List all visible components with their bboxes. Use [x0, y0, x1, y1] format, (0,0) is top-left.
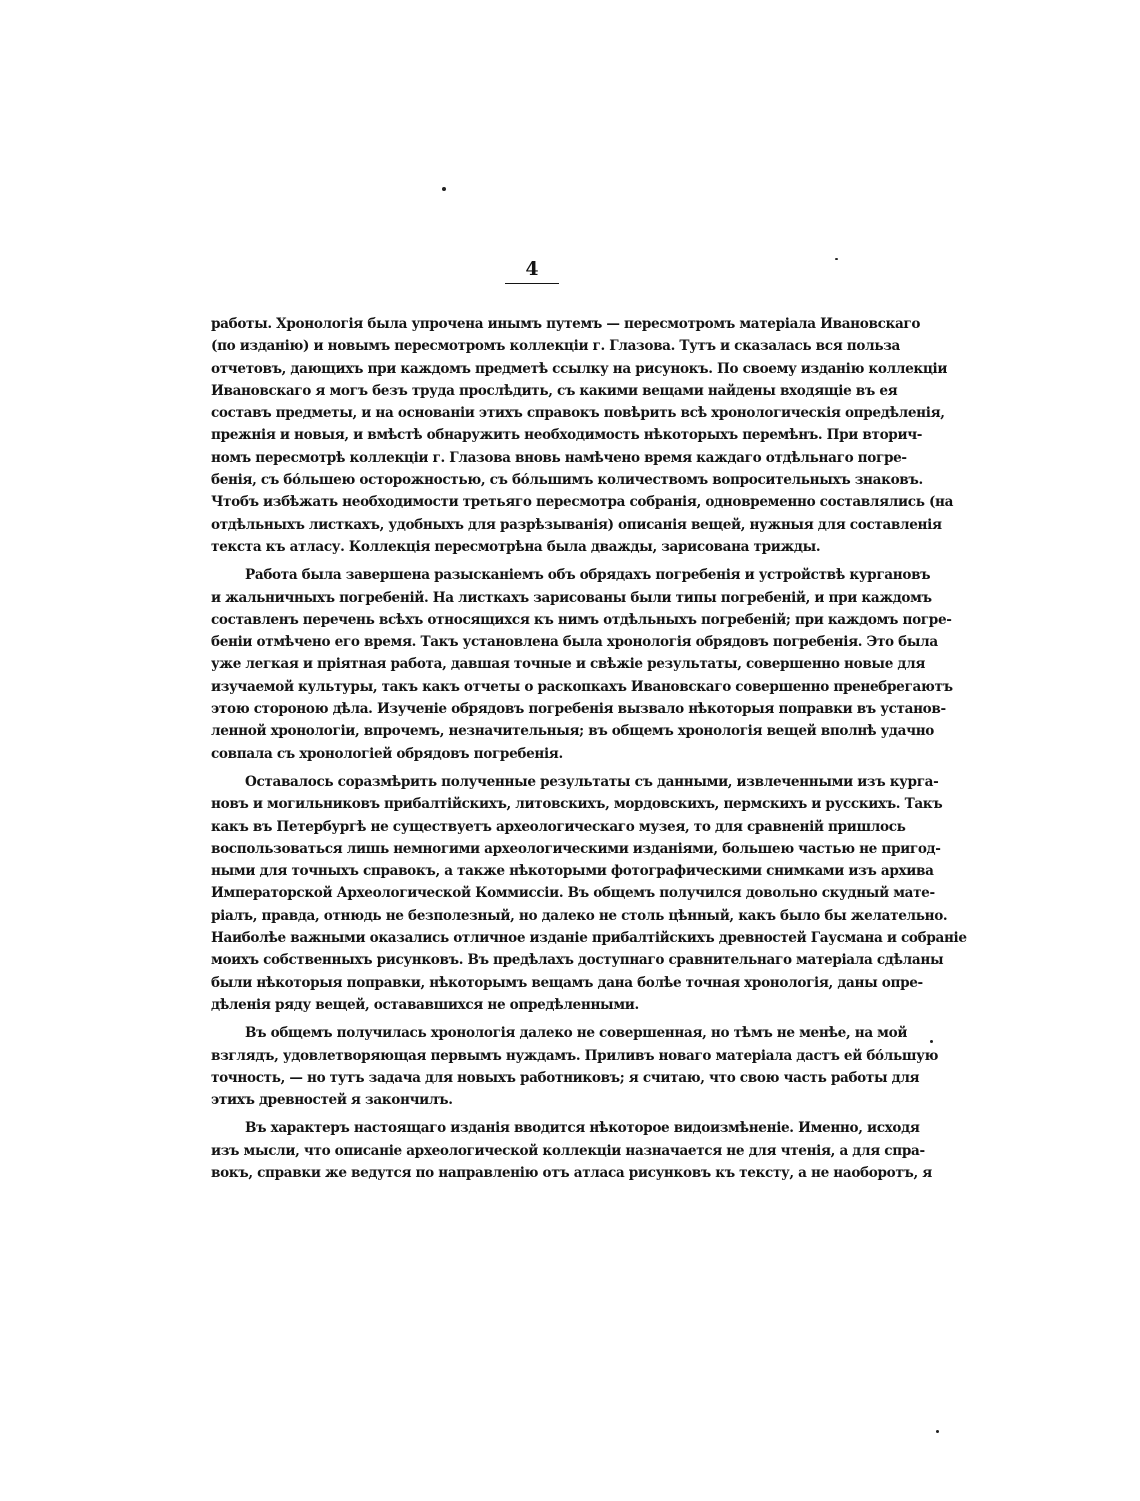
- text-line: Въ общемъ получилась хронологія далеко не совершенная, но тѣмъ не менѣе, на мой: [245, 1025, 908, 1042]
- page-number: 4: [505, 258, 559, 284]
- text-line: совпала съ хронологіей обрядовъ погребенія.: [211, 745, 563, 762]
- text-line: были нѣкоторыя поправки, нѣкоторымъ вещамъ дана болѣе точная хронологія, даны опре-: [211, 974, 923, 991]
- text-line: воспользоваться лишь немногими археологическими изданіями, большею частью не пригод-: [211, 840, 941, 857]
- text-line: этихъ древностей я закончилъ.: [211, 1092, 453, 1109]
- text-line: изучаемой культуры, такъ какъ отчеты о раскопкахъ Ивановскаго совершенно пренебрегаютъ: [211, 678, 953, 695]
- text-line: точность, — но тутъ задача для новыхъ работниковъ; я считаю, что свою часть работы для: [211, 1069, 920, 1086]
- text-line: Императорской Археологической Коммиссіи. Въ общемъ получился довольно скудный мате-: [211, 885, 935, 902]
- text-line: составъ предметы, и на основаніи этихъ справокъ повѣрить всѣ хронологическія опредѣленія,: [211, 405, 945, 422]
- text-line: изъ мысли, что описаніе археологической коллекціи назначается не для чтенія, а для спра-: [211, 1142, 925, 1159]
- text-line: Ивановскаго я могъ безъ труда прослѣдить, съ какими вещами найдены входящіе въ ея: [211, 382, 898, 399]
- text-line: и жальничныхъ погребеній. На листкахъ зарисованы были типы погребеній, и при каждомъ: [211, 589, 932, 606]
- text-line: ленной хронологіи, впрочемъ, незначительныя; въ общемъ хронологія вещей вполнѣ удачно: [211, 723, 935, 740]
- print-speck: [442, 187, 446, 191]
- text-line: моихъ собственныхъ рисунковъ. Въ предѣлахъ доступнаго сравнительнаго матеріала сдѣланы: [211, 952, 944, 969]
- text-line: Въ характеръ настоящаго изданія вводится нѣкоторое видоизмѣненіе. Именно, исходя: [245, 1120, 920, 1137]
- text-line: прежнія и новыя, и вмѣстѣ обнаружить необходимость нѣкоторыхъ перемѣнъ. При вторич-: [211, 427, 923, 444]
- text-line: номъ пересмотрѣ коллекціи г. Глазова вновь намѣчено время каждаго отдѣльнаго погре-: [211, 449, 907, 466]
- text-line: составленъ перечень всѣхъ относящихся къ нимъ отдѣльныхъ погребеній; при каждомъ погре-: [211, 611, 952, 628]
- paragraph: [211, 1022, 939, 1111]
- text-line: этою стороною дѣла. Изученіе обрядовъ погребенія вызвало нѣкоторыя поправки въ установ-: [211, 701, 946, 718]
- text-line: Наиболѣе важными оказались отличное изданіе прибалтійскихъ древностей Гаусмана и собраніе: [211, 930, 967, 947]
- paragraph: [211, 1117, 932, 1184]
- text-line: уже легкая и пріятная работа, давшая точные и свѣжіе результаты, совершенно новые для: [211, 656, 926, 673]
- paragraph: [211, 313, 954, 558]
- print-speck: [930, 1040, 933, 1043]
- text-line: какъ въ Петербургѣ не существуетъ археологическаго музея, то для сравненій пришлось: [211, 818, 906, 835]
- text-line: ріалъ, правда, отнюдь не безполезный, но далеко не столь цѣнный, какъ было бы желательно.: [211, 907, 948, 924]
- paragraph: [211, 564, 953, 765]
- text-line: бенія, съ бо́льшею осторожностью, съ бо́льшимъ количествомъ вопросительныхъ знаковъ.: [211, 472, 923, 489]
- text-line: Работа была завершена разысканіемъ объ обрядахъ погребенія и устройствѣ кургановъ: [245, 567, 931, 584]
- text-line: вокъ, справки же ведутся по направленію отъ атласа рисунковъ къ тексту, а не наоборотъ, я: [211, 1164, 932, 1181]
- text-line: беніи отмѣчено его время. Такъ установлена была хронологія обрядовъ погребенія. Это была: [211, 634, 938, 651]
- print-speck: [835, 258, 838, 260]
- text-line: Оставалось соразмѣрить полученные результаты съ данными, извлеченными изъ курга-: [245, 773, 939, 790]
- text-line: (по изданію) и новымъ пересмотромъ коллекціи г. Глазова. Тутъ и сказалась вся польза: [211, 338, 900, 355]
- text-line: работы. Хронологія была упрочена инымъ путемъ — пересмотромъ матеріала Ивановскаго: [211, 316, 921, 332]
- text-line: Чтобъ избѣжать необходимости третьяго пересмотра собранія, одновременно составлялись (на: [211, 494, 954, 511]
- text-line: ными для точныхъ справокъ, а также нѣкоторыми фотографическими снимками изъ архива: [211, 863, 934, 880]
- text-line: отдѣльныхъ листкахъ, удобныхъ для разрѣзыванія) описанія вещей, нужныя для составленія: [211, 516, 942, 533]
- text-line: отчетовъ, дающихъ при каждомъ предметѣ ссылку на рисунокъ. По своему изданію коллекціи: [211, 360, 948, 377]
- text-line: новъ и могильниковъ прибалтійскихъ, литовскихъ, мордовскихъ, пермскихъ и русскихъ. Такъ: [211, 796, 943, 813]
- paragraph: [211, 771, 967, 1016]
- text-line: дѣленія ряду вещей, остававшихся не опредѣленными.: [211, 996, 639, 1013]
- text-body: [211, 313, 967, 1190]
- print-speck: [936, 1430, 939, 1433]
- text-line: взглядъ, удовлетворяющая первымъ нуждамъ. Приливъ новаго матеріала дастъ ей бо́льшую: [211, 1047, 939, 1064]
- text-line: текста къ атласу. Коллекція пересмотрѣна была дважды, зарисована трижды.: [211, 538, 821, 555]
